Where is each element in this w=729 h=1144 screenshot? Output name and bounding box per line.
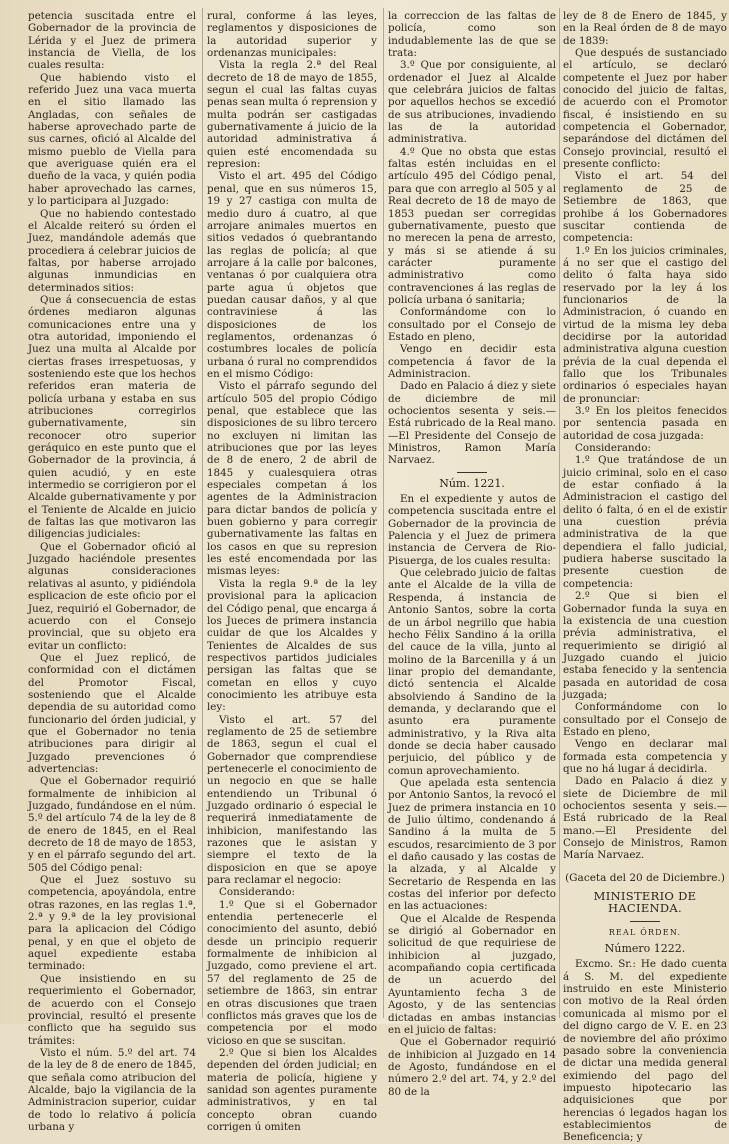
decree-number: Núm. 1221. [439, 476, 505, 490]
paragraph: Visto el art. 495 del Código penal, que en sus números 15, 19 y 27 castiga con multa de medio duro á cuatro, al que arrojare animales muertos en sitios vedados ó quebrantando las reglas de policía; al que arrojare á la calle por balcones, ventanas ó por cualquiera otra parte agua ú objetos que puedan causar daños, y al que contraviniese á las disposiciones de los reglamentos, ordenanzas ó costumbres locales de policía urbana ó rural no comprendidos en el mismo Código: [207, 170, 377, 380]
column-divider [202, 8, 203, 1018]
section-divider [630, 921, 660, 922]
paragraph: 3.º Que por consiguiente, al ordenador el Juez al Alcalde que celebrára juicios de faltas por aquellos hechos se excedió de sus atribuciones, invadiendo las de la autoridad administrativa. [388, 59, 556, 146]
ministry-heading: MINISTERIO DE HACIENDA. [593, 889, 697, 916]
paragraph: Que no habiendo contestado el Alcalde reiteró su órden el Juez, mandándole además que procediera á celebrar juicios de faltas, por haberse arrojado algunas inmundicias en determinados sitios: [28, 207, 196, 294]
paragraph: Que habiendo visto el referido Juez una vaca muerta en el sitio llamado las Angladas, con señales de haberse aprovechado parte de sus carnes, ofició al Alcalde del mismo pueblo de Viella para que averiguase quién era el dueño de la vaca, y quién podia haber aprovechado las carnes, y lo participara al Juzgado: [28, 71, 196, 208]
paragraph: Considerando: [575, 442, 651, 455]
real-orden-heading: REAL ÓRDEN. [608, 927, 682, 937]
paragraph: Visto el art. 57 del reglamento de 25 de setiembre de 1863, segun el cual el Gobernador que comprendiese pertenecerle el conocimiento de un negocio en que se halle entendiendo un Tribunal ó Juzgado ordinario ó especial le requerirá inmediatamente de inhibicion, manifestando las razones que le asistan y siempre el texto de la disposicion en que se apoye para reclamar el negocio: [207, 713, 377, 887]
paragraph: 1.º Que tratándose de un juicio criminal, solo en el caso de estar confiado á la Administracion el castigo del delito ó falta, ó en el de existir una cuestion prévia administrativa de la que dependiera el fallo judicial, pudiera haberse suscitado la presente cuestion de competencia: [563, 454, 727, 590]
paragraph: Visto el art. 54 del reglamento de 25 de Setiembre de 1863, que prohibe á los Gobernadores suscitar contienda de competencia: [563, 170, 727, 245]
paragraph: Que el Alcalde de Respenda se dirigió al Gobernador en solicitud de que requiriese de inhibicion al juzgado, acompañando copia certificada de un acuerdo del Ayuntamiento fecha 3 de Agosto, y de las sentencias dictadas en ambas instancias en el juicio de faltas: [388, 912, 556, 1036]
paragraph: Excmo. Sr.: He dado cuenta á S. M. del expediente instruido en este Ministerio con motivo de la Real órden comunicada al mismo por el del digno cargo de V. E. en 23 de noviembre del año próximo pasado sobre la conveniencia de dictar una medida general eximiendo del pago del impuesto hipotecario las adquisiciones que por herencias ó legados hagan los establecimientos de Beneficencia; y [563, 958, 727, 1144]
text-column-3 [388, 10, 556, 1098]
paragraph: Que el Juez sostuvo su competencia, apoyándola, entre otras razones, en las reglas 1.ª, 2.ª y 9.ª de la ley provisional para la aplicacion del Código penal, y en que el objeto de aquel expediente estaba terminado: [28, 874, 196, 973]
paragraph: Que apelada esta sentencia por Antonio Santos, la revocó el Juez de primera instancia en 10 de Julio último, condenando á Sandino á la multa de 5 escudos, resarcimiento de 3 por el daño causado y las costas de la alzada, y al Alcalde y Secretario de Respenda en las costas del inferior por defecto en las actuaciones: [388, 776, 556, 913]
text-column-2 [207, 10, 377, 1133]
paragraph: 3.º En los pleitos fenecidos por sentencia pasada en autoridad de cosa juzgada: [563, 405, 727, 442]
paragraph: Vista la regla 9.ª de la ley provisional para la aplicacion del Código penal, que encarga á los Jueces de primera instancia cuidar de que los Alcaldes y Tenientes de Alcaldes de sus respectivos partidos judiciales persigan las faltas que se cometan en ellos y cuyo conocimiento les atribuye esta ley: [207, 577, 377, 714]
paragraph: Dado en Palacio á diez y siete de diciembre de mil ochocientos sesenta y seis.—Está rubricado de la Real mano.—El Presidente del Consejo de Ministros, Ramon María Narvaez. [388, 380, 556, 467]
decree-number: Número 1222. [604, 942, 686, 956]
paragraph: Vengo en decidir esta competencia á favor de la Administracion. [388, 343, 556, 380]
paragraph: Que el Juez replicó, de conformidad con el dictámen del Promotor Fiscal, sosteniendo que el Alcalde dependia de su autoridad como funcionario del órden judicial, y que el Gobernador no tenia atribuciones para dirigir al Juzgado prevenciones ó advertencias: [28, 651, 196, 775]
paragraph: petencia suscitada entre el Gobernador de la provincia de Lérida y el Juez de primera instancia de Viella, de los cuales resulta: [28, 10, 196, 72]
column-divider [383, 8, 384, 1018]
paragraph: Conformándome con lo consultado por el Consejo de Estado en pleno, [388, 306, 556, 343]
paragraph: ley de 8 de Enero de 1845, y en la Real órden de 8 de mayo de 1839: [563, 10, 727, 47]
paragraph: 2.º Que si bien los Alcaldes dependen del órden judicial; en materia de policía, higiene y sanidad son agentes puramente administrativos, y en tal concepto obran cuando corrigen ú omiten [207, 1046, 377, 1133]
section-divider [457, 472, 487, 473]
paragraph: Que insistiendo en su requerimiento el Gobernador, de acuerdo con el Consejo provincial, resultó el presente conflicto que ha seguido sus trámites: [28, 972, 196, 1047]
paragraph: Que el Gobernador requirió formalmente de inhibicion al Juzgado, fundándose en el núm. 5.º del artículo 74 de la ley de 8 de enero de 1845, en el Real decreto de 18 de mayo de 1853, y en el párrafo segundo del art. 505 del Código penal: [28, 775, 196, 874]
paragraph: Considerando: [219, 886, 295, 899]
paragraph: 4.º Que no obsta que estas faltas estén incluidas en el artículo 495 del Código penal, para que con arreglo al 505 y al Real decreto de 18 de mayo de 1853 puedan ser corregidas gubernativamente, puesto que no merecen la pena de arresto, y más si se atiende á su carácter puramente administrativo como contravenciones á las reglas de policía urbana ó sanitaria; [388, 145, 556, 306]
paragraph: Que celebrado juicio de faltas ante el Alcalde de la villa de Respenda, á instancia de Antonio Santos, sobre la corta de un árbol negrillo que habia hecho Félix Sandino á la orilla del cauce de la villa, junto al molino de la Barcenilla y á un linar propio del demandante, dictó sentencia el Alcalde absolviendo á Sandino de la demanda, y declarando que el asunto era puramente administrativo, y la Riva alta donde se decia haber causado perjuicio, del público y de comun aprovechamiento. [388, 567, 556, 777]
paragraph: Que el Gobernador requirió de inhibicion al Juzgado en 14 de Agosto, fundándose en el número 2.º del art. 74, y 2.º del 80 de la [388, 1036, 556, 1098]
paragraph: Visto el párrafo segundo del artículo 505 del propio Código penal, que establece que las disposiciones de su libro tercero no excluyen ni limitan las atribuciones que por las leyes de 8 de enero, 2 de abril de 1845 y cualesquiera otras especiales competan á los agentes de la Administracion para dictar bandos de policía y buen gobierno y para corregir gubernativamente las faltas en los casos en que su represion les esté encomendada por las mismas leyes: [207, 380, 377, 578]
paragraph: Que á consecuencia de estas órdenes mediaron algunas comunicaciones entre una y otra autoridad, imponiendo el Juez una multa al Alcalde por ciertas frases irrespetuosas, y sosteniendo este que los hechos referidos eran materia de policía urbana y estaba en sus atribuciones corregirlos gubernativamente, sin reconocer otro superior geráquico en este punto que el Gobernador de la provincia, á quien acudió, y en este intermedio se corrigieron por el Alcalde gubernativamente y por el Teniente de Alcalde en juicio de faltas las que motivaron las diligencias judiciales: [28, 293, 196, 541]
paragraph: Vista la regla 2.ª del Real decreto de 18 de mayo de 1855, segun el cual las faltas cuyas penas sean multa ó reprension y multa podrán ser castigadas gubernativamente á juicio de la autoridad administrativa á quien esté encomendada su represion: [207, 59, 377, 171]
paragraph: 1.º Que si el Gobernador entendia pertenecerle el conocimiento del asunto, debió desde un principio requerir formalmente de inhibicion al Juzgado, como previene el art. 57 del reglamento de 25 de setiembre de 1863, sin entrar en otras discusiones que traen conflictos más graves que los de competencia por el modo vicioso en que se suscitan. [207, 898, 377, 1047]
gaceta-citation: (Gaceta del 20 de Diciembre.) [565, 871, 725, 884]
paragraph: En el expediente y autos de competencia suscitada entre el Gobernador de la provincia de Palencia y el Juez de primera instancia de Cervera de Rio-Pisuerga, de los cuales resulta: [388, 493, 556, 567]
text-column-1 [28, 10, 196, 1133]
paragraph: 2.º Que si bien el Gobernador funda la suya en la existencia de una cuestion prévia administrativa, el requerimiento se dirigió al Juzgado cuando el juicio estaba fenecido y la sentencia pasada en autoridad de cosa juzgada; [563, 590, 727, 701]
paragraph: Vengo en declarar mal formada esta competencia y que no há lugar á decidirla. [563, 738, 727, 775]
paragraph: rural, conforme á las leyes, reglamentos y disposiciones de la autoridad superior y ordenanzas municipales: [207, 10, 377, 60]
text-column-4 [563, 10, 727, 1144]
paragraph: Visto el núm. 5.º del art. 74 de la ley de 8 de enero de 1845, que señala como atribucion del Alcalde, bajo la vigilancia de la Administracion superior, cuidar de todo lo relativo á policía urbana y [28, 1046, 196, 1133]
paragraph: Dado en Palacio á diez y siete de Diciembre de mil ochocientos sesenta y seis.—Está rubricado de la Real mano.—El Presidente del Consejo de Ministros, Ramon María Narvaez. [563, 775, 727, 862]
paragraph: Conformándome con lo consultado por el Consejo de Estado en pleno, [563, 701, 727, 738]
paragraph: la correccion de las faltas de policía, como son indudablemente las de que se trata: [388, 10, 556, 60]
paragraph: Que el Gobernador ofició al Juzgado haciéndole presentes algunas consideraciones relativas al asunto, y pidiéndola esplicacion de este oficio por el Juez, requirió el Gobernador, de acuerdo con el Consejo provincial, que su objeto era evitar un conflicto: [28, 540, 196, 652]
column-divider [559, 8, 560, 1018]
paragraph: Que después de sustanciado el artículo, se declaró competente el Juez por haber conocido del juicio de faltas, de acuerdo con el Promotor fiscal, é insistiendo en su competencia el Gobernador, separándose del dictámen del Consejo provincial, resultó el presente conflicto: [563, 47, 727, 171]
paragraph: 1.º En los juicios criminales, á no ser que el castigo del delito ó falta haya sido reservado por la ley á los funcionarios de la Administracion, ó cuando en virtud de la misma ley deba decidirse por la autoridad administrativa alguna cuestion prévia de la cual dependa el fallo que los Tribunales ordinarios ó especiales hayan de pronunciar: [563, 244, 727, 405]
